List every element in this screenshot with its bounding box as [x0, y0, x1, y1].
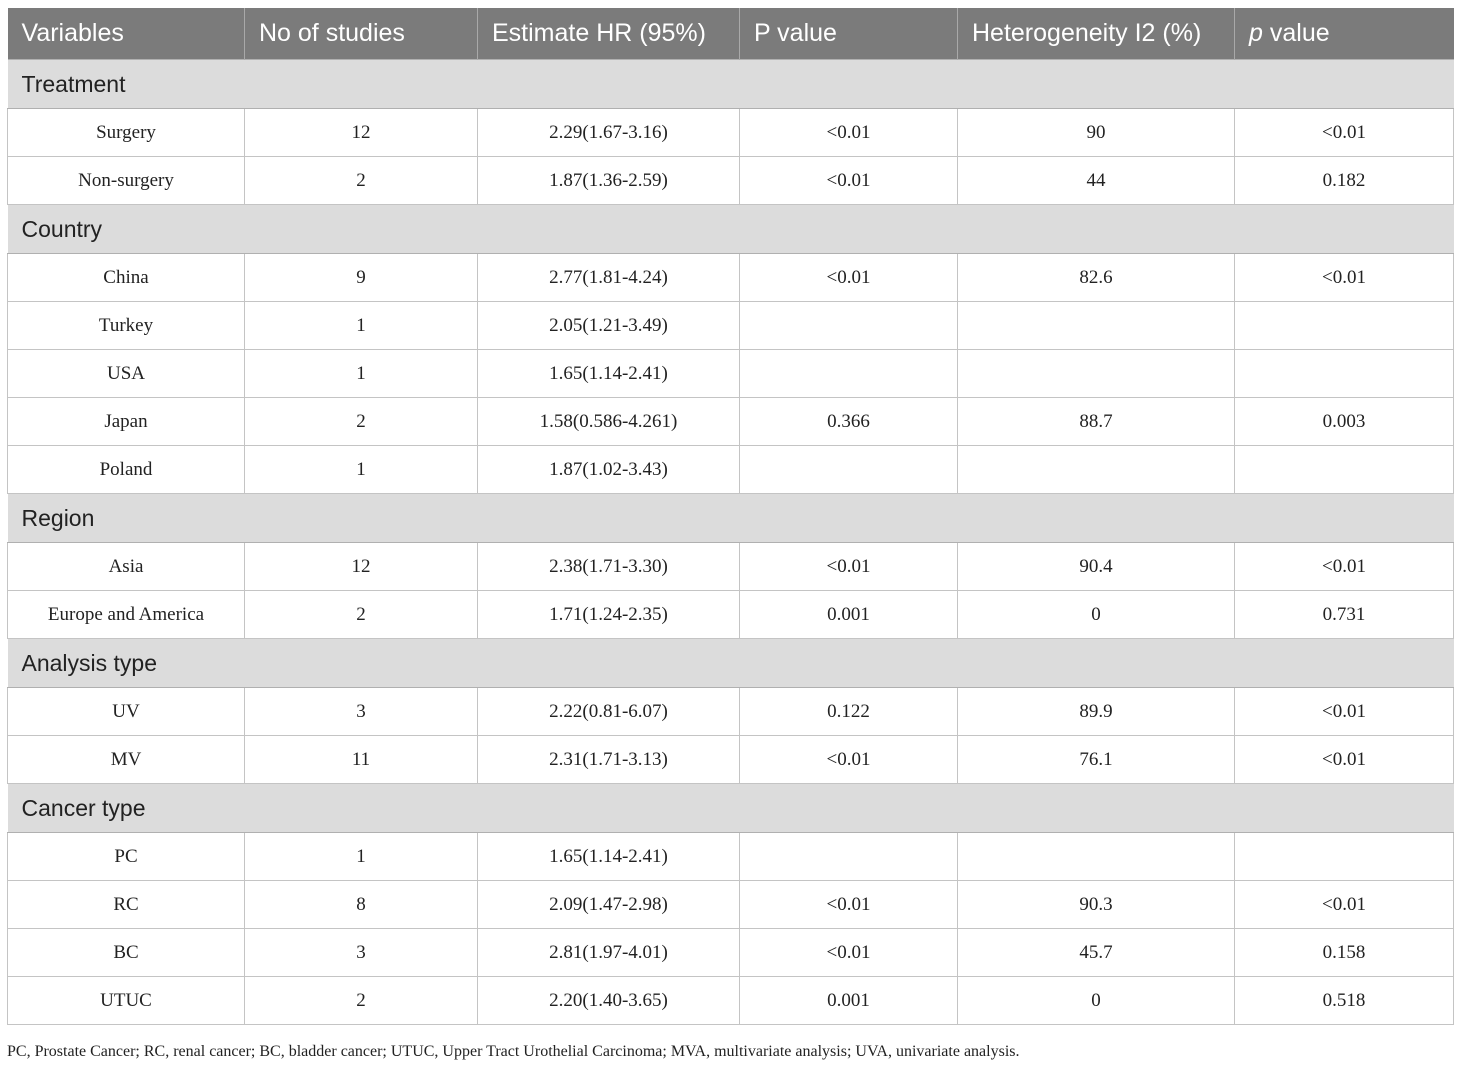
studies-cell: 1 [245, 446, 478, 494]
p-value-cell: <0.01 [740, 543, 958, 591]
estimate-hr-cell: 1.58(0.586-4.261) [478, 398, 740, 446]
heterogeneity-cell: 90.4 [958, 543, 1235, 591]
table-row [8, 688, 1454, 736]
p-value-cell [740, 350, 958, 398]
table-header-row [8, 8, 1454, 60]
studies-cell: 2 [245, 591, 478, 639]
heterogeneity-cell: 0 [958, 591, 1235, 639]
studies-cell: 1 [245, 302, 478, 350]
group-title: Treatment [8, 60, 1454, 109]
estimate-hr-cell: 1.71(1.24-2.35) [478, 591, 740, 639]
heterogeneity-p-cell: <0.01 [1235, 254, 1454, 302]
p-value-cell: <0.01 [740, 736, 958, 784]
heterogeneity-cell: 90 [958, 109, 1235, 157]
heterogeneity-p-cell: 0.003 [1235, 398, 1454, 446]
variable-cell: Turkey [8, 302, 245, 350]
p-value-cell: <0.01 [740, 881, 958, 929]
header-italic-p: p [1249, 19, 1263, 47]
estimate-hr-cell: 1.65(1.14-2.41) [478, 350, 740, 398]
estimate-hr-cell: 2.29(1.67-3.16) [478, 109, 740, 157]
heterogeneity-p-cell: <0.01 [1235, 881, 1454, 929]
variable-cell: Surgery [8, 109, 245, 157]
p-value-cell: 0.001 [740, 591, 958, 639]
estimate-hr-cell: 1.87(1.36-2.59) [478, 157, 740, 205]
p-value-cell: <0.01 [740, 109, 958, 157]
table-row [8, 446, 1454, 494]
heterogeneity-p-cell: 0.518 [1235, 977, 1454, 1025]
group-header-row [8, 639, 1454, 688]
header-heterogeneity: Heterogeneity I2 (%) [958, 8, 1235, 60]
variable-cell: UV [8, 688, 245, 736]
estimate-hr-cell: 2.20(1.40-3.65) [478, 977, 740, 1025]
heterogeneity-cell: 88.7 [958, 398, 1235, 446]
heterogeneity-cell: 45.7 [958, 929, 1235, 977]
group-header-row [8, 60, 1454, 109]
table-row [8, 350, 1454, 398]
studies-cell: 8 [245, 881, 478, 929]
estimate-hr-cell: 2.31(1.71-3.13) [478, 736, 740, 784]
heterogeneity-p-cell [1235, 446, 1454, 494]
p-value-cell [740, 446, 958, 494]
heterogeneity-p-cell [1235, 350, 1454, 398]
heterogeneity-p-cell [1235, 833, 1454, 881]
table-row [8, 929, 1454, 977]
group-header-row [8, 494, 1454, 543]
p-value-cell: 0.122 [740, 688, 958, 736]
heterogeneity-p-cell: <0.01 [1235, 736, 1454, 784]
estimate-hr-cell: 2.81(1.97-4.01) [478, 929, 740, 977]
table-row [8, 254, 1454, 302]
header-variables: Variables [8, 8, 245, 60]
p-value-cell [740, 302, 958, 350]
estimate-hr-cell: 2.38(1.71-3.30) [478, 543, 740, 591]
heterogeneity-p-cell: 0.182 [1235, 157, 1454, 205]
heterogeneity-cell: 89.9 [958, 688, 1235, 736]
p-value-cell [740, 833, 958, 881]
group-title: Analysis type [8, 639, 1454, 688]
header-value-word: value [1269, 19, 1330, 47]
estimate-hr-cell: 1.65(1.14-2.41) [478, 833, 740, 881]
studies-cell: 2 [245, 157, 478, 205]
header-heterogeneity-p-value [1235, 8, 1454, 60]
group-header-row [8, 784, 1454, 833]
variable-cell: China [8, 254, 245, 302]
estimate-hr-cell: 2.09(1.47-2.98) [478, 881, 740, 929]
results-table-container [7, 8, 1453, 1025]
heterogeneity-cell [958, 350, 1235, 398]
variable-cell: Asia [8, 543, 245, 591]
variable-cell: Non-surgery [8, 157, 245, 205]
heterogeneity-cell: 90.3 [958, 881, 1235, 929]
table-row [8, 736, 1454, 784]
heterogeneity-p-cell: <0.01 [1235, 109, 1454, 157]
studies-cell: 2 [245, 398, 478, 446]
heterogeneity-cell: 44 [958, 157, 1235, 205]
table-row [8, 591, 1454, 639]
studies-cell: 3 [245, 929, 478, 977]
studies-cell: 2 [245, 977, 478, 1025]
table-row [8, 833, 1454, 881]
table-footnote: PC, Prostate Cancer; RC, renal cancer; BC, bladder cancer; UTUC, Upper Tract Urothelial Carcinoma; MVA, multivariate analysis; UVA, univariate analysis. [7, 1043, 1020, 1060]
p-value-cell: <0.01 [740, 929, 958, 977]
studies-cell: 9 [245, 254, 478, 302]
table-row [8, 977, 1454, 1025]
variable-cell: Japan [8, 398, 245, 446]
subgroup-analysis-table [7, 8, 1454, 1025]
table-row [8, 109, 1454, 157]
heterogeneity-p-cell: <0.01 [1235, 688, 1454, 736]
table-row [8, 398, 1454, 446]
variable-cell: USA [8, 350, 245, 398]
variable-cell: Poland [8, 446, 245, 494]
variable-cell: MV [8, 736, 245, 784]
table-body [8, 60, 1454, 1025]
variable-cell: RC [8, 881, 245, 929]
table-row [8, 157, 1454, 205]
group-header-row [8, 205, 1454, 254]
table-row [8, 543, 1454, 591]
heterogeneity-cell [958, 446, 1235, 494]
table-row [8, 881, 1454, 929]
group-title: Region [8, 494, 1454, 543]
variable-cell: Europe and America [8, 591, 245, 639]
heterogeneity-cell: 0 [958, 977, 1235, 1025]
p-value-cell: <0.01 [740, 254, 958, 302]
estimate-hr-cell: 2.77(1.81-4.24) [478, 254, 740, 302]
p-value-cell: 0.001 [740, 977, 958, 1025]
heterogeneity-p-cell [1235, 302, 1454, 350]
heterogeneity-p-cell: <0.01 [1235, 543, 1454, 591]
header-p-value: P value [740, 8, 958, 60]
heterogeneity-cell [958, 302, 1235, 350]
studies-cell: 1 [245, 350, 478, 398]
heterogeneity-cell: 76.1 [958, 736, 1235, 784]
header-no-of-studies: No of studies [245, 8, 478, 60]
heterogeneity-cell: 82.6 [958, 254, 1235, 302]
heterogeneity-p-cell: 0.158 [1235, 929, 1454, 977]
studies-cell: 12 [245, 543, 478, 591]
group-title: Country [8, 205, 1454, 254]
estimate-hr-cell: 2.05(1.21-3.49) [478, 302, 740, 350]
p-value-cell: 0.366 [740, 398, 958, 446]
studies-cell: 1 [245, 833, 478, 881]
variable-cell: UTUC [8, 977, 245, 1025]
heterogeneity-p-cell: 0.731 [1235, 591, 1454, 639]
variable-cell: PC [8, 833, 245, 881]
estimate-hr-cell: 2.22(0.81-6.07) [478, 688, 740, 736]
heterogeneity-cell [958, 833, 1235, 881]
p-value-cell: <0.01 [740, 157, 958, 205]
variable-cell: BC [8, 929, 245, 977]
studies-cell: 11 [245, 736, 478, 784]
table-row [8, 302, 1454, 350]
studies-cell: 12 [245, 109, 478, 157]
studies-cell: 3 [245, 688, 478, 736]
group-title: Cancer type [8, 784, 1454, 833]
estimate-hr-cell: 1.87(1.02-3.43) [478, 446, 740, 494]
header-estimate-hr: Estimate HR (95%) [478, 8, 740, 60]
